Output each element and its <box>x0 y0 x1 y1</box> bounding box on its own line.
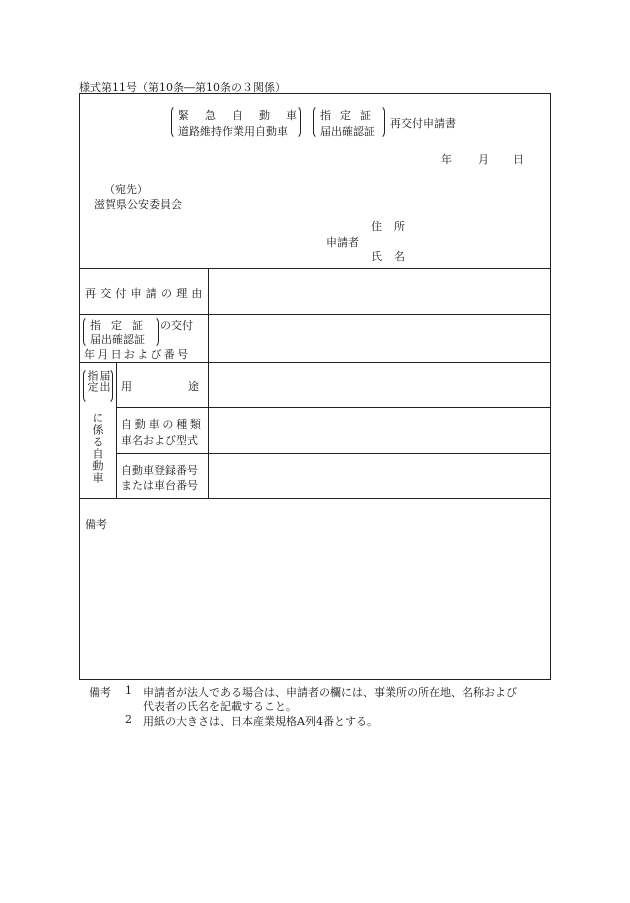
issued-date-number-field[interactable] <box>210 316 549 361</box>
vehicle-model-label: 車名および型式 <box>121 434 198 447</box>
table-line-3 <box>79 362 551 363</box>
doc-type-notification: 届出確認証 <box>320 125 375 138</box>
note-2-text: 用紙の大きさは、日本産業規格A列4番とする。 <box>143 715 378 728</box>
addressee-name: 滋賀県公安委員会 <box>94 198 182 211</box>
note-2-number: 2 <box>125 713 132 726</box>
reason-label: 再交付申請の理由 <box>85 287 207 300</box>
issued-suffix: の交付 <box>160 319 193 332</box>
vehicle-type-emergency <box>178 107 313 123</box>
issued-doc-notification: 届出確認証 <box>90 333 145 346</box>
vehicle-type-emergency-text: 緊急自動車 <box>178 109 313 122</box>
reason-field[interactable] <box>210 270 549 313</box>
usage-field[interactable] <box>210 364 549 406</box>
table-group-divider <box>116 362 117 498</box>
table-line-4 <box>116 407 551 408</box>
group-rest: に係る自動車 <box>91 412 104 484</box>
date-month[interactable]: 月 <box>478 153 489 166</box>
vehicle-kind-field[interactable] <box>210 409 549 452</box>
vehicle-type-road: 道路維持作業用自動車 <box>178 125 288 138</box>
note-1-text-a: 申請者が法人である場合は、申請者の欄には、事業所の所在地、名称および <box>143 686 517 699</box>
applicant-address-label: 住所 <box>371 220 417 233</box>
remarks-field[interactable] <box>81 500 549 678</box>
doc-type-designation: 指定証 <box>320 109 380 122</box>
usage-label <box>121 378 255 394</box>
registration-number-label: 自動車登録番号 <box>121 464 198 477</box>
table-line-top <box>79 268 551 269</box>
form-number-label: 様式第11号（第10条―第10条の３関係） <box>79 81 286 94</box>
date-year[interactable]: 年 <box>441 153 452 166</box>
note-1-number: 1 <box>125 684 132 697</box>
group-shitei: 指定 <box>86 370 99 392</box>
usage-label-text: 用途 <box>121 380 255 393</box>
table-line-6 <box>79 498 551 499</box>
remarks-label: 備考 <box>85 518 107 531</box>
table-line-2 <box>79 314 551 315</box>
chassis-number-label: または車台番号 <box>121 479 198 492</box>
applicant-name-label: 氏名 <box>371 250 417 263</box>
group-todokede: 届出 <box>98 370 111 392</box>
registration-number-field[interactable] <box>210 455 549 497</box>
note-1-text-b: 代表者の氏名を記載すること。 <box>143 700 297 713</box>
addressee-prefix: （宛先） <box>104 183 148 196</box>
notes-label: 備考 <box>89 686 111 699</box>
title-suffix: 再交付申請書 <box>390 117 456 130</box>
table-line-5 <box>116 453 551 454</box>
issued-doc-designation: 指定証 <box>90 319 153 332</box>
applicant-label: 申請者 <box>326 236 359 249</box>
date-day[interactable]: 日 <box>513 153 524 166</box>
issued-date-number-label: 年月日および番号 <box>84 348 191 361</box>
vehicle-kind-label: 自動車の種類 <box>121 418 204 431</box>
